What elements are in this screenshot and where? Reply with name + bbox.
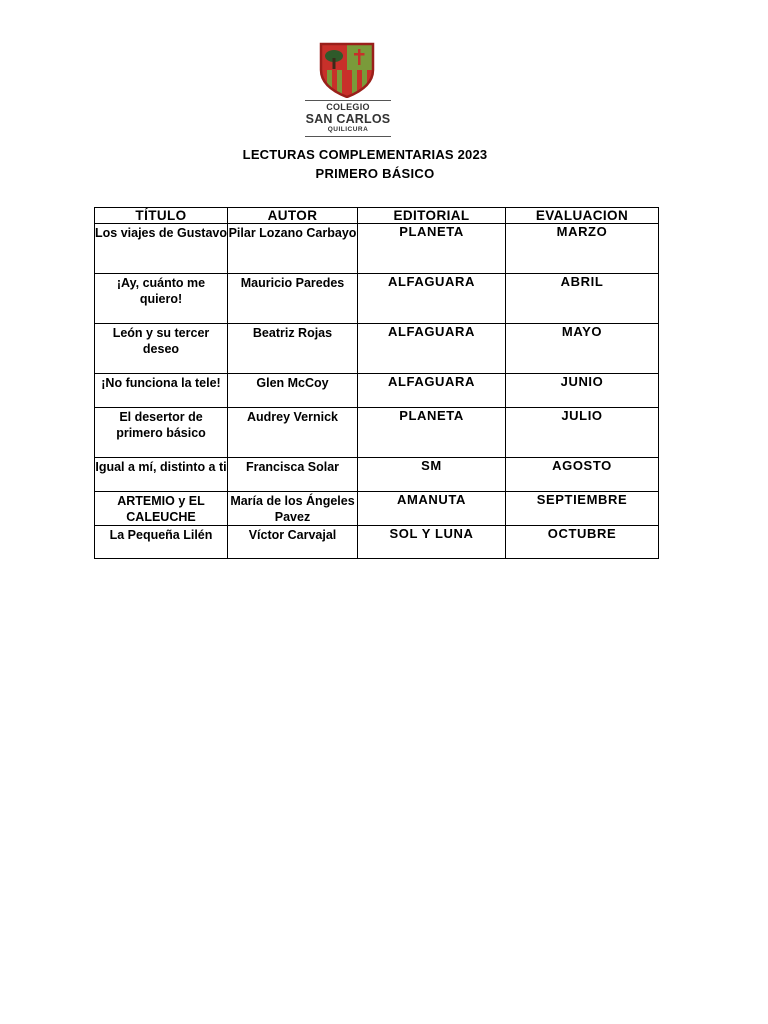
cell-titulo: La Pequeña Lilén <box>95 526 228 559</box>
cell-evaluacion: AGOSTO <box>506 458 659 492</box>
cell-titulo: El desertor de primero básico <box>95 408 228 458</box>
header-evaluacion: EVALUACION <box>506 208 659 224</box>
logo-text-location: QUILICURA <box>327 126 369 133</box>
cell-titulo: Igual a mí, distinto a ti <box>95 458 228 492</box>
table-header-row <box>95 208 659 224</box>
school-logo <box>303 40 393 138</box>
cell-autor: Glen McCoy <box>228 374 358 408</box>
cell-editorial: SOL Y LUNA <box>358 526 506 559</box>
table-row <box>95 526 659 559</box>
logo-divider <box>305 136 391 137</box>
cell-autor: Pilar Lozano Carbayo <box>228 224 358 274</box>
cell-evaluacion: OCTUBRE <box>506 526 659 559</box>
school-crest-icon <box>318 40 376 98</box>
cell-evaluacion: MARZO <box>506 224 659 274</box>
cell-titulo: ARTEMIO y EL CALEUCHE <box>95 492 228 526</box>
logo-text-colegio: COLEGIO <box>326 102 370 112</box>
cell-evaluacion: SEPTIEMBRE <box>506 492 659 526</box>
cell-autor: Víctor Carvajal <box>228 526 358 559</box>
table-row <box>95 324 659 374</box>
table-row <box>95 274 659 324</box>
cell-titulo: Los viajes de Gustavo <box>95 224 228 274</box>
cell-editorial: AMANUTA <box>358 492 506 526</box>
readings-table <box>94 207 659 559</box>
table-row <box>95 492 659 526</box>
cell-editorial: ALFAGUARA <box>358 324 506 374</box>
cell-autor: Mauricio Paredes <box>228 274 358 324</box>
cell-editorial: PLANETA <box>358 224 506 274</box>
document-subtitle: PRIMERO BÁSICO <box>315 166 435 181</box>
logo-divider <box>305 100 391 101</box>
cell-autor: Beatriz Rojas <box>228 324 358 374</box>
header-editorial: EDITORIAL <box>358 208 506 224</box>
cell-evaluacion: JULIO <box>506 408 659 458</box>
document-title: LECTURAS COMPLEMENTARIAS 2023 <box>242 147 488 162</box>
table-row <box>95 374 659 408</box>
cell-evaluacion: MAYO <box>506 324 659 374</box>
cell-titulo: ¡No funciona la tele! <box>95 374 228 408</box>
cell-editorial: ALFAGUARA <box>358 374 506 408</box>
logo-text-school-name: SAN CARLOS <box>305 112 391 126</box>
cell-evaluacion: ABRIL <box>506 274 659 324</box>
header-autor: AUTOR <box>228 208 358 224</box>
cell-titulo: León y su tercer deseo <box>95 324 228 374</box>
table-row <box>95 224 659 274</box>
cell-titulo: ¡Ay, cuánto me quiero! <box>95 274 228 324</box>
cell-editorial: PLANETA <box>358 408 506 458</box>
cell-editorial: SM <box>358 458 506 492</box>
cell-autor: María de los Ángeles Pavez <box>228 492 358 526</box>
cell-autor: Audrey Vernick <box>228 408 358 458</box>
cell-editorial: ALFAGUARA <box>358 274 506 324</box>
cell-autor: Francisca Solar <box>228 458 358 492</box>
table-row <box>95 408 659 458</box>
header-titulo: TÍTULO <box>95 208 228 224</box>
cell-evaluacion: JUNIO <box>506 374 659 408</box>
table-row <box>95 458 659 492</box>
